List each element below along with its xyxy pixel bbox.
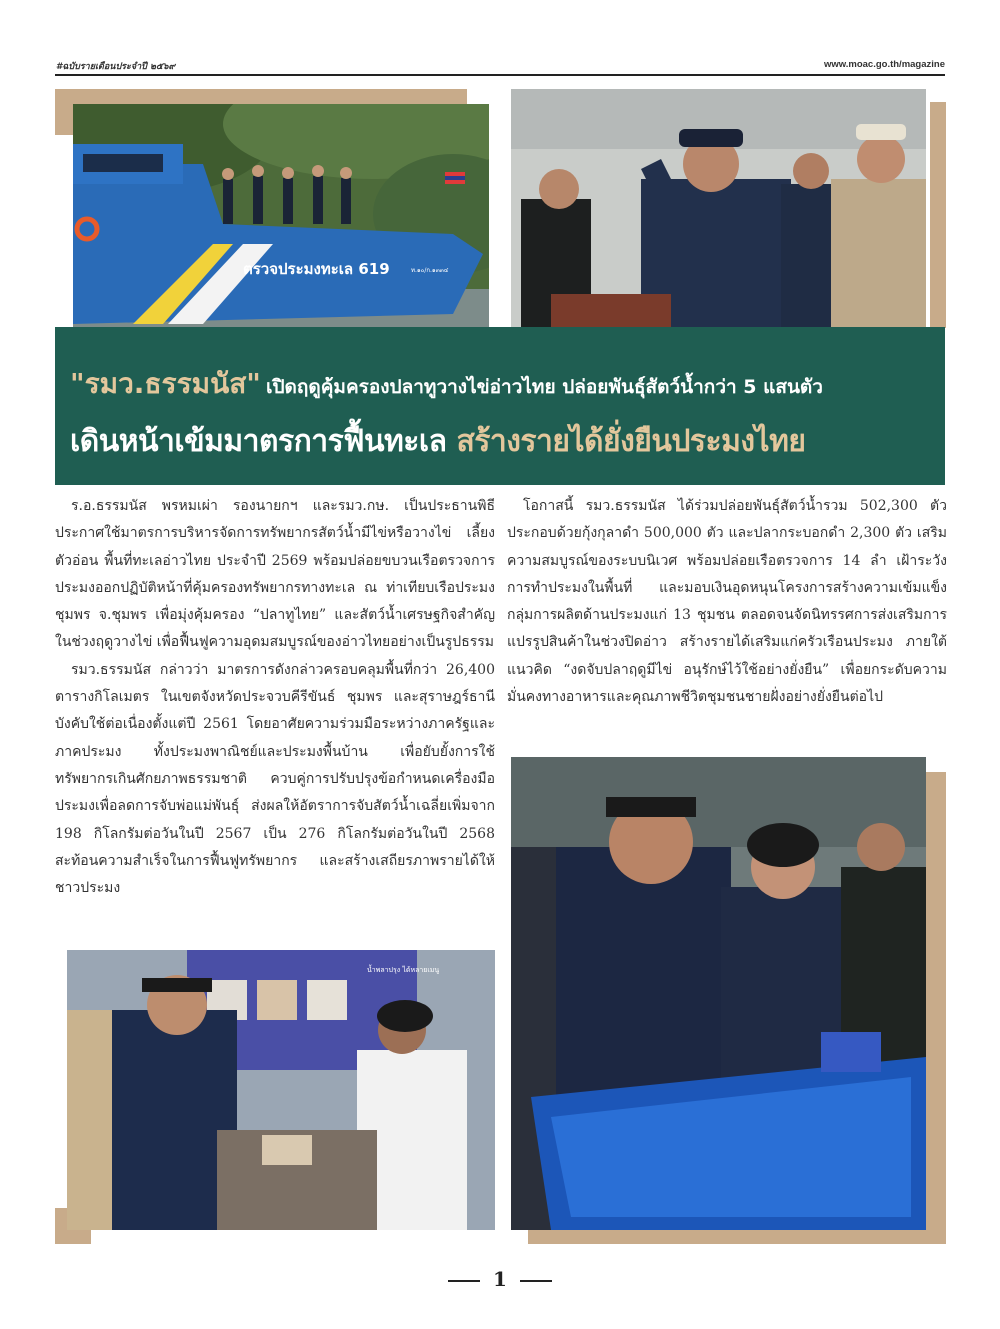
officials-salute-photo bbox=[511, 89, 926, 328]
headline-line2 bbox=[70, 418, 940, 465]
product-booth-photo bbox=[67, 950, 495, 1230]
article-paragraph: ร.อ.ธรรมนัส พรหมเผ่า รองนายกฯ และรมว.กษ. เป็นประธานพิธีประกาศใช้มาตรการบริหารจัดการทรัพยากรสัตว์น้ำมีไข่หรือวางไข่ เลี้ยงตัวอ่อน พื้นที่ทะเลอ่าวไทย ประจำปี 2569 พร้อมปล่อยขบวนเรือตรวจการประมงออกปฏิบัติหน้าที่คุ้มครองทรัพยากรทางทะเล ณ ท่าเทียบเรือประมงชุมพร จ.ชุมพร เพื่อมุ่งคุ้มครอง “ปลาทูไทย” และสัตว์น้ำเศรษฐกิจสำคัญในช่วงฤดูวางไข่ เพื่อฟื้นฟูความอุดมสมบูรณ์ของอ่าวไทยอย่างเป็นรูปธรรม bbox=[55, 498, 495, 651]
footer-rule-right bbox=[520, 1280, 552, 1282]
headline-main-white: เดินหน้าเข้มมาตรการฟื้นทะเล bbox=[70, 424, 447, 459]
boat-hull-number: ท.๑๐/ก.๑๓๓๔ bbox=[411, 267, 449, 274]
article-left-column bbox=[55, 493, 495, 902]
header-divider bbox=[55, 74, 945, 76]
aquatic-release-photo bbox=[511, 757, 926, 1230]
headline-subtitle: เปิดฤดูคุ้มครองปลาทูวางไข่อ่าวไทย ปล่อยพันธุ์สัตว์น้ำกว่า 5 แสนตัว bbox=[265, 376, 823, 398]
page-number: 1 bbox=[493, 1267, 507, 1291]
headline-quote: "รมว.ธรรมนัส" bbox=[70, 367, 261, 400]
headline-main-gold: สร้างรายได้ยั่งยืนประมงไทย bbox=[456, 424, 806, 459]
patrol-boat-photo bbox=[73, 104, 489, 328]
booth-sign-text: น้ำพลาปรุง ได้หลายเมนู bbox=[367, 966, 440, 974]
article-right-column bbox=[507, 493, 947, 711]
issue-label: #ฉบับรายเดือนประจำปี ๒๕๖๙ bbox=[56, 62, 176, 72]
photo-frame-accent bbox=[930, 102, 946, 328]
boat-hull-text: ตรวจประมงทะเล 619 bbox=[243, 260, 390, 278]
website-link[interactable]: www.moac.go.th/magazine bbox=[823, 59, 945, 70]
article-paragraph: โอกาสนี้ รมว.ธรรมนัส ได้ร่วมปล่อยพันธุ์สัตว์น้ำรวม 502,300 ตัว ประกอบด้วยกุ้งกุลาดำ 500,000 ตัว และปลากระบอกดำ 2,300 ตัว เสริมความสมบูรณ์ของระบบนิเวศ พร้อมปล่อยเรือตรวจการ 14 ลำ เฝ้าระวังการทำประมงในพื้นที่ และมอบเงินอุดหนุนโครงการสร้างความเข้มแข็งกลุ่มการผลิตด้านประมงแก่ 13 ชุมชน ตลอดจนจัดนิทรรศการส่งเสริมการแปรรูปสินค้าในช่วงปิดอ่าว สร้างรายได้เสริมแก่ครัวเรือนประมง ภายใต้แนวคิด “งดจับปลาฤดูมีไข่ อนุรักษ์ไว้ใช้อย่างยั่งยืน” เพื่อยกระดับความมั่นคงทางอาหารและคุณภาพชีวิตชุมชนชายฝั่งอย่างยั่งยืนต่อไป bbox=[507, 498, 947, 706]
article-paragraph: รมว.ธรรมนัส กล่าวว่า มาตรการดังกล่าวครอบคลุมพื้นที่กว่า 26,400 ตารางกิโลเมตร ในเขตจังหวัดประจวบคีรีขันธ์ ชุมพร และสุราษฎร์ธานี บังคับใช้ต่อเนื่องตั้งแต่ปี 2561 โดยอาศัยความร่วมมือระหว่างภาครัฐและภาคประมง ทั้งประมงพาณิชย์และประมงพื้นบ้าน เพื่อยับยั้งการใช้ทรัพยากรเกินศักยภาพธรรมชาติ ควบคู่การปรับปรุงข้อกำหนดเครื่องมือประมงเพื่อลดการจับพ่อแม่พันธุ์ ส่งผลให้อัตราการจับสัตว์น้ำเฉลี่ยเพิ่มจาก 198 กิโลกรัมต่อวันในปี 2567 เป็น 276 กิโลกรัมต่อวันในปี 2568 สะท้อนความสำเร็จในการฟื้นฟูทรัพยากร และสร้างเสถียรภาพรายได้ให้ชาวประมง bbox=[55, 661, 495, 897]
headline-line1 bbox=[70, 362, 940, 406]
